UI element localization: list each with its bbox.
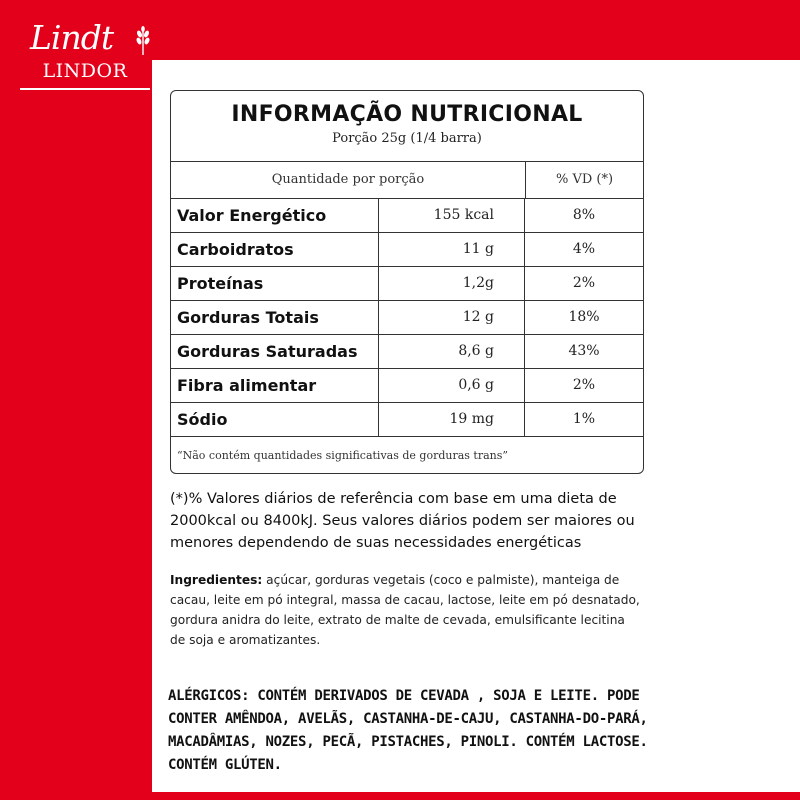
ingredients-text: açúcar, gorduras vegetais (coco e palmiste), manteiga de cacau, leite em pó integral, massa de cacau, lactose, leite em pó desnatado, gordura anidra do leite, extrato de malte de cevada, emulsificante lecitina de soja e aromatizantes. [170,573,640,647]
nutrient-value: 0,6 g [379,369,525,402]
table-row [171,335,643,369]
nutrient-name: Fibra alimentar [171,369,379,402]
nutrient-name: Valor Energético [171,199,379,232]
brand-script-logo: Lindt [30,18,114,57]
ingredients-block [170,570,640,650]
column-header-row [171,162,643,199]
daily-value-footnote: (*)% Valores diários de referência com base em uma dieta de 2000kcal ou 8400kJ. Seus valores diários podem ser maiores ou menores dependendo de suas necessidades energéticas [170,491,635,551]
nutrient-daily-value: 43% [568,343,600,359]
brand-divider [20,88,150,90]
product-line-label: LINDOR [42,60,128,82]
table-row [171,369,643,403]
table-row [171,301,643,335]
nutrient-value: 1,2g [379,267,525,300]
column-quantity: Quantidade por porção [171,162,526,198]
nutrient-daily-value: 2% [572,377,596,393]
nutrient-daily-value: 2% [572,275,596,291]
nutrient-name: Sódio [171,403,379,436]
nutrient-daily-value: 1% [572,411,596,427]
nutrient-daily-value: 4% [572,241,596,257]
nutrient-daily-value: 8% [572,207,596,223]
nutrient-value: 11 g [379,233,525,266]
brand-logo [20,20,155,100]
nutrition-header [171,91,643,162]
table-row [171,233,643,267]
wheat-sprig-icon [132,26,154,56]
nutrition-table [170,90,644,474]
serving-size: Porção 25g (1/4 barra) [332,131,482,146]
table-row [171,267,643,301]
table-row [171,199,643,233]
trans-fat-note: “Não contém quantidades significativas de gorduras trans” [177,449,509,462]
nutrient-value: 19 mg [379,403,525,436]
nutrient-name: Gorduras Totais [171,301,379,334]
nutrient-value: 8,6 g [379,335,525,368]
nutrient-value: 12 g [379,301,525,334]
nutrient-name: Carboidratos [171,233,379,266]
nutrient-name: Gorduras Saturadas [171,335,379,368]
nutrient-daily-value: 18% [568,309,600,325]
table-row [171,403,643,437]
allergen-warning: ALÉRGICOS: CONTÉM DERIVADOS DE CEVADA , SOJA E LEITE. PODE CONTER AMÊNDOA, AVELÃS, CASTANHA-DE-CAJU, CASTANHA-DO-PARÁ, MACADÂMIAS, NOZES, PECÃ, PISTACHES, PINOLI. CONTÉM LACTOSE. CONTÉM GLÚTEN. [168,688,648,773]
nutrient-name: Proteínas [171,267,379,300]
label-panel [152,60,800,792]
ingredients-label: Ingredientes: [170,573,263,587]
column-daily-value: % VD (*) [555,172,614,187]
nutrition-title: INFORMAÇÃO NUTRICIONAL [231,102,583,127]
nutrient-value: 155 kcal [379,199,525,232]
